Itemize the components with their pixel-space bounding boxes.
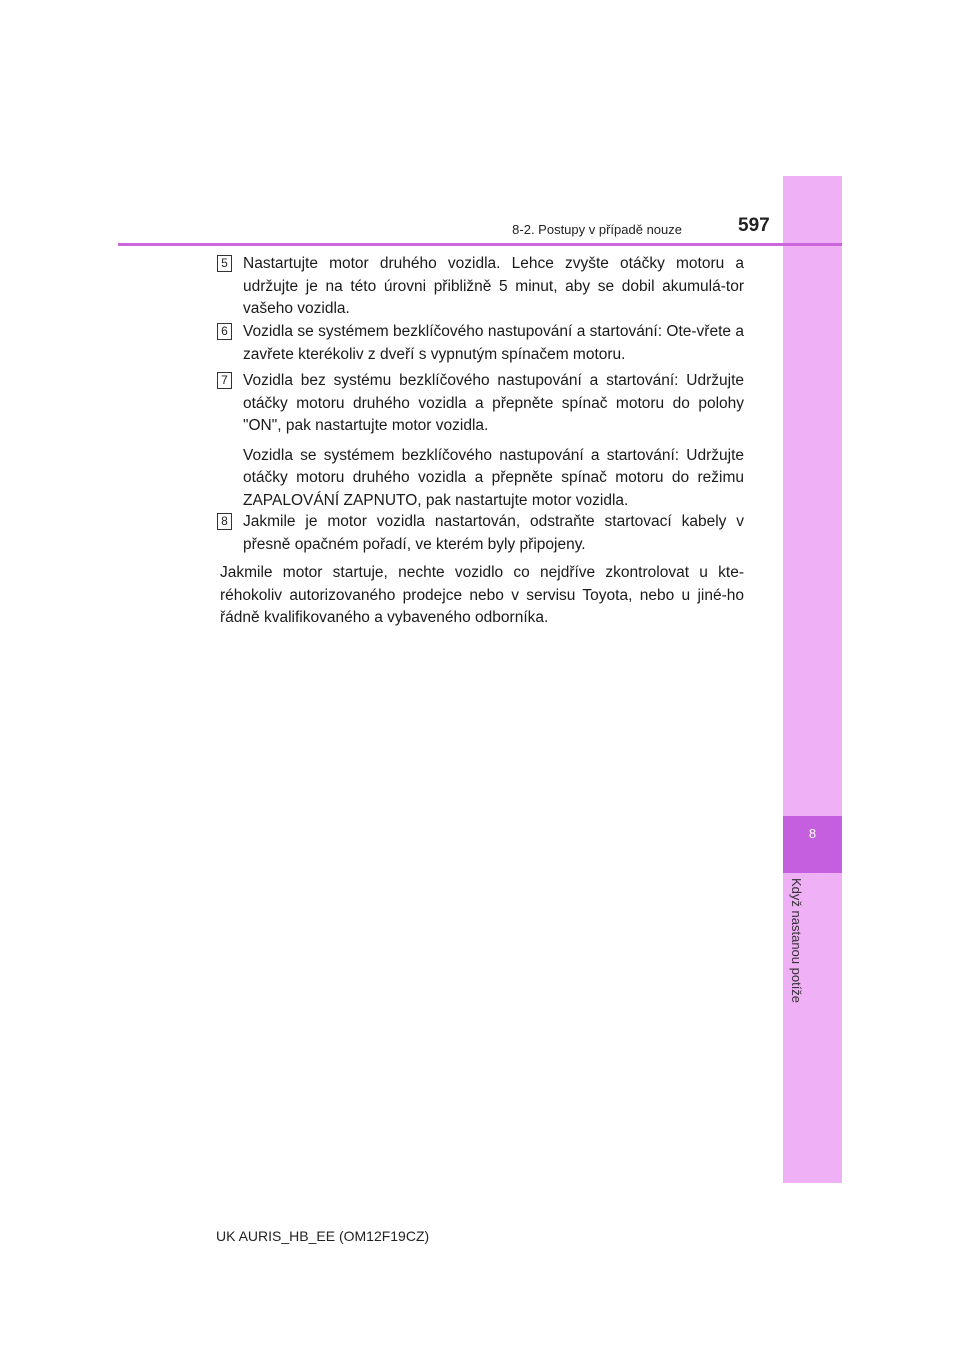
side-tab [783, 176, 842, 1183]
chapter-number: 8 [808, 826, 817, 841]
step-paragraph: Vozidla bez systému bezklíčového nastupování a startování: Udržujte otáčky motoru druhého vozidla a přepněte spínač motoru do polohy "ON", pak nastartujte motor vozidla. [243, 372, 744, 434]
step-7 [217, 370, 744, 512]
section-title: 8-2. Postupy v případě nouze [512, 222, 682, 237]
chapter-title: Když nastanou potíže [789, 878, 804, 1004]
step-6 [217, 321, 744, 366]
closing-note: Jakmile motor startuje, nechte vozidlo co nejdříve zkontrolovat u kte-réhokoliv autorizovaného prodejce nebo v servisu Toyota, nebo u jiné-ho řádně kvalifikovaného a vybaveného odborníka. [220, 564, 744, 626]
step-paragraph: Nastartujte motor druhého vozidla. Lehce zvyšte otáčky motoru a udržujte je na této úrovni přibližně 5 minut, aby se dobil akumulá-tor vašeho vozidla. [243, 255, 744, 317]
step-number-box: 8 [217, 513, 232, 530]
step-8 [217, 511, 744, 556]
chapter-block [783, 816, 842, 873]
header-divider [118, 243, 842, 246]
step-paragraph: Vozidla se systémem bezklíčového nastupování a startování: Ote-vřete a zavřete kterékoliv z dveří s vypnutým spínačem motoru. [243, 323, 744, 363]
step-5 [217, 253, 744, 321]
document-id: UK AURIS_HB_EE (OM12F19CZ) [216, 1228, 430, 1244]
step-paragraph: Vozidla se systémem bezklíčového nastupování a startování: Udržujte otáčky motoru druhého vozidla a přepněte spínač motoru do režimu ZAPALOVÁNÍ ZAPNUTO, pak nastartujte motor vozidla. [243, 446, 744, 509]
step-text [243, 370, 744, 512]
step-text [243, 321, 744, 366]
step-number-box: 6 [217, 323, 232, 340]
page-number: 597 [738, 215, 770, 236]
step-text [243, 253, 744, 321]
step-paragraph: Jakmile je motor vozidla nastartován, odstraňte startovací kabely v přesně opačném pořadí, ve kterém byly připojeny. [243, 513, 744, 553]
step-number-box: 5 [217, 255, 232, 272]
step-number-box: 7 [217, 372, 232, 389]
step-text [243, 511, 744, 556]
